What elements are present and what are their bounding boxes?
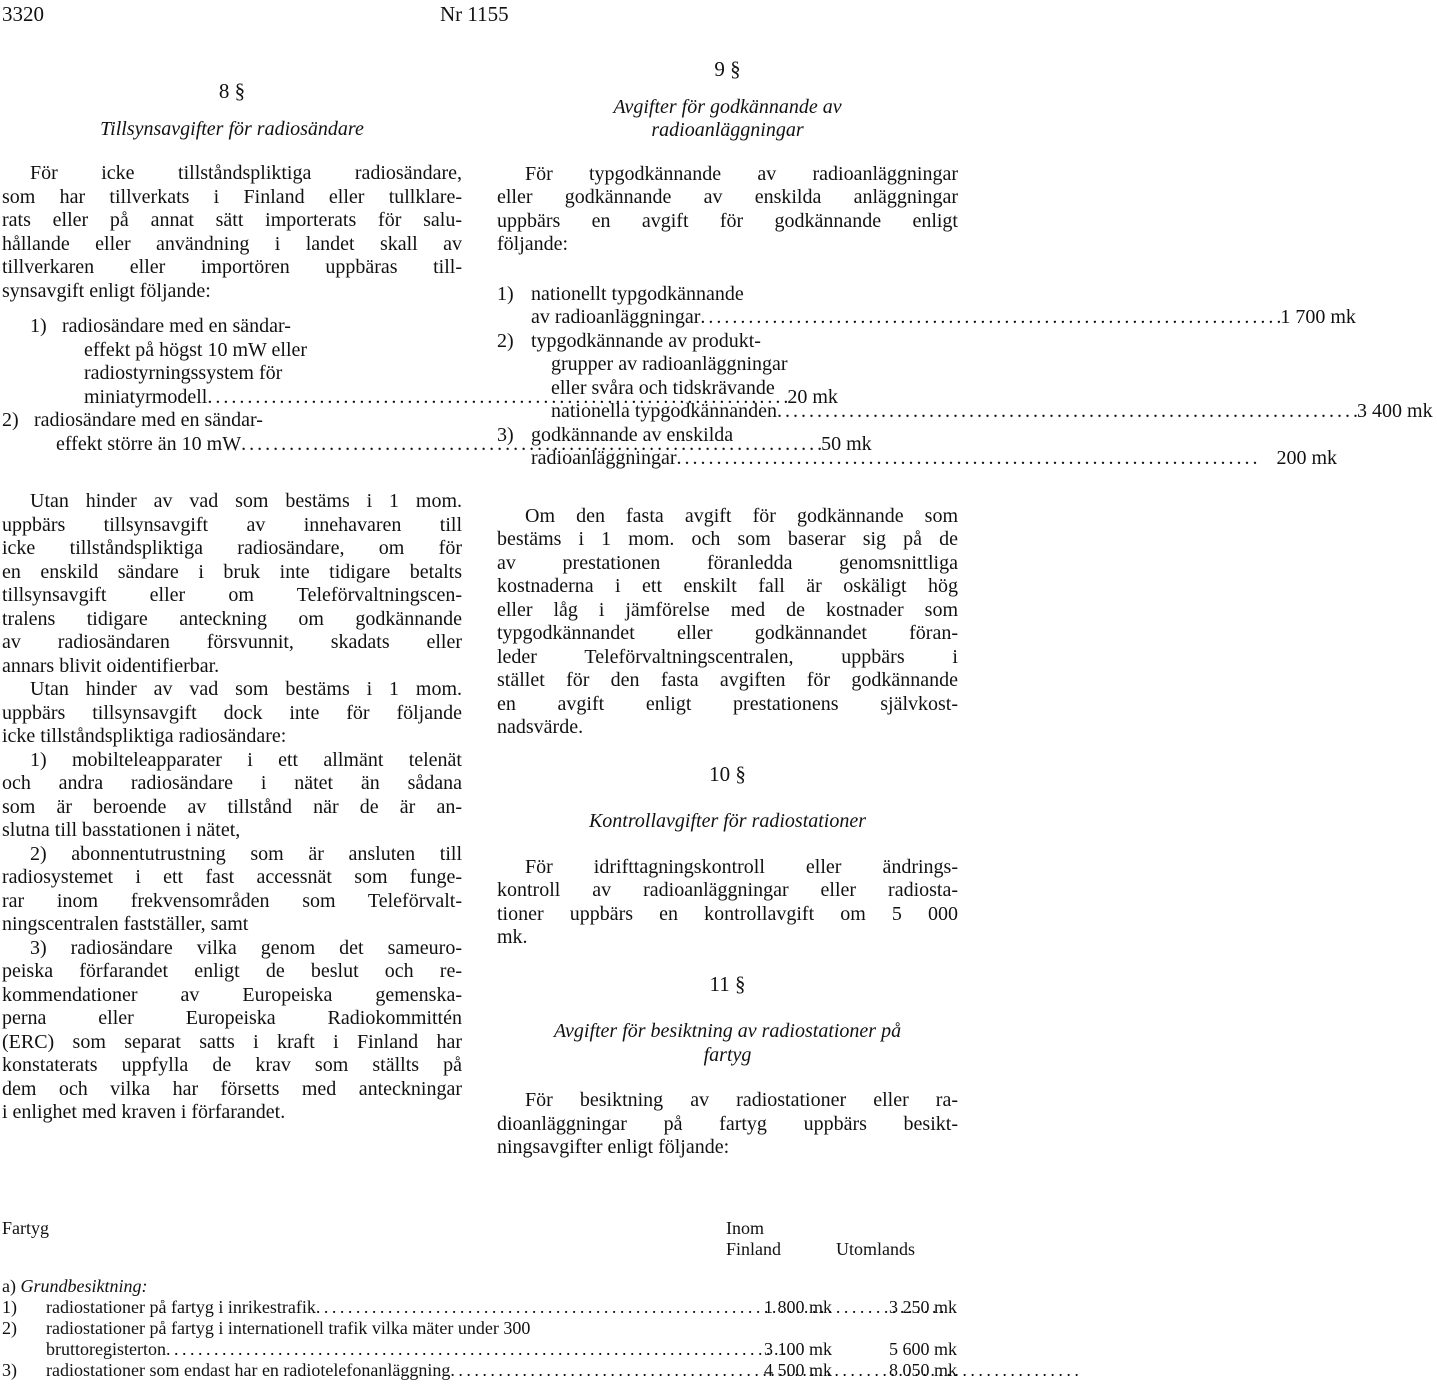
fee-amount: 200 mk <box>1276 447 1338 469</box>
fee-item-label: effekt större än 10 mW <box>56 432 242 455</box>
fee-item-number: 1) <box>497 282 514 305</box>
text-line: av radiosändaren försvunnit, skadats eller <box>2 631 462 653</box>
leader-dots <box>677 447 1257 471</box>
row-number: 2) <box>2 1318 17 1338</box>
title-line: Avgifter för godkännande av <box>613 95 842 118</box>
table-row-continued <box>2 1339 957 1360</box>
text-line: konstaterats uppfylla de krav som ställts på <box>2 1054 462 1076</box>
column-header-inom-finland <box>726 1218 836 1260</box>
fee-amount: 50 mk <box>821 432 872 455</box>
page-number: 3320 <box>2 2 44 26</box>
text-line: icke tillståndspliktiga radiosändare, om för <box>2 537 462 559</box>
text-line: uppbärs en avgift för godkännande enligt <box>497 209 958 232</box>
header-line: Finland <box>726 1239 782 1259</box>
title-line: fartyg <box>703 1043 752 1066</box>
fee-item-label: av radioanläggningar <box>531 306 701 328</box>
text-line: godkännande av enskilda <box>531 423 734 446</box>
section-11-title <box>497 1020 958 1067</box>
text-line: stället för den fasta avgiften för godkännande <box>497 669 958 691</box>
text-line: tillverkaren eller importören uppbäras till- <box>2 256 462 278</box>
text-line: kommendationer av Europeiska gemenska- <box>2 983 462 1006</box>
text-line: radiosystemet i ett fast accessnät som funge- <box>2 866 462 888</box>
column-header-utomlands: Utomlands <box>836 1239 915 1259</box>
section-8-intro <box>2 162 462 303</box>
text-line: nadsvärde. <box>497 716 584 738</box>
text-line: (ERC) som separat satts i kraft i Finland har <box>2 1030 462 1053</box>
section-9-intro <box>497 163 958 257</box>
text-line: För idrifttagningskontroll eller ändrings- <box>525 855 958 878</box>
fee-item-number: 3) <box>497 423 514 446</box>
title-line: radioanläggningar <box>651 119 804 141</box>
section-11-number: 11 § <box>709 971 746 996</box>
paragraph-2 <box>2 678 462 749</box>
text-line: av prestationen föranledda genomsnittliga <box>497 551 958 574</box>
text-line: typgodkännandet eller godkännandet föran- <box>497 622 958 644</box>
fee-utomlands: 3 250 mk <box>888 1297 957 1317</box>
text-line: uppbärs tillsynsavgift av innehavaren till <box>2 513 462 536</box>
text-line: tioner uppbärs en kontrollavgift om 5 000 <box>497 902 958 925</box>
text-line: 3) radiosändare vilka genom det sameuro- <box>30 936 462 959</box>
text-line: peiska förfarandet enligt de beslut och re- <box>2 960 462 982</box>
fee-item-label: miniatyrmodell <box>84 385 208 408</box>
text-line: som är beroende av tillstånd när de är an- <box>2 795 462 818</box>
section-9-paragraph <box>497 505 958 740</box>
exemption-3 <box>2 937 462 1125</box>
section-label: a) <box>2 1276 16 1296</box>
text-line: och andra radiosändare i nätet än sådana <box>2 772 462 794</box>
section-10-title: Kontrollavgifter för radiostationer <box>588 810 867 832</box>
text-line: kostnaderna i ett enskilt fall är oskäligt hög <box>497 575 958 597</box>
fee-item-number: 1) <box>30 315 47 337</box>
table-section-heading <box>2 1276 957 1297</box>
text-line: slutna till basstationen i nätet, <box>2 819 241 841</box>
section-9-title <box>497 96 958 143</box>
text-line: perna eller Europeiska Radiokommittén <box>2 1007 462 1029</box>
exemption-1 <box>2 749 462 843</box>
text-line: kontroll av radioanläggningar eller radiosta- <box>497 879 958 901</box>
inspection-fee-table <box>2 1218 957 1381</box>
text-line: rats eller på annat sätt importerats för salu- <box>2 209 462 231</box>
section-10-number: 10 § <box>709 761 746 786</box>
fee-utomlands: 5 600 mk <box>888 1339 957 1359</box>
column-header-fartyg: Fartyg <box>2 1218 49 1238</box>
text-line: rar inom frekvensområden som Teleförvalt- <box>2 889 462 912</box>
row-number: 3) <box>2 1360 17 1380</box>
fee-inom-finland: 1 800 mk <box>763 1297 832 1317</box>
text-line: mk. <box>497 926 528 948</box>
text-line: bestäms i 1 mom. och som baserar sig på de <box>497 528 958 550</box>
text-line: eller låg i jämförelse med de kostnader som <box>497 598 958 621</box>
text-line: en enskild sändare i bruk inte tidigare betalts <box>2 560 462 583</box>
row-description: radiostationer som endast har en radiotelefonanläggning <box>46 1360 451 1380</box>
text-line: ningsavgifter enligt följande: <box>497 1136 730 1158</box>
text-line: radiostyrningssystem för <box>84 362 283 384</box>
fee-item-number: 2) <box>2 409 19 431</box>
section-title: Grundbesiktning: <box>20 1276 148 1296</box>
fee-item-number: 2) <box>497 329 514 352</box>
text-line: radiosändare med en sändar- <box>62 315 291 337</box>
section-10-text <box>497 856 958 950</box>
fee-amount: 1 700 mk <box>1280 306 1356 328</box>
fee-item-2 <box>497 329 1433 424</box>
leader-dots <box>777 400 1357 424</box>
fee-utomlands: 8 050 mk <box>888 1360 957 1380</box>
fee-inom-finland: 3 100 mk <box>763 1339 832 1359</box>
title-line: Avgifter för besiktning av radiostationer på <box>553 1020 902 1042</box>
fee-item-label: radioanläggningar <box>531 447 677 469</box>
text-line: För icke tillståndspliktiga radiosändare, <box>30 162 462 184</box>
fee-inom-finland: 4 500 mk <box>763 1360 832 1380</box>
header-line: Inom <box>726 1218 764 1238</box>
text-line: en avgift enligt prestationens självkost- <box>497 692 958 715</box>
row-description: radiostationer på fartyg i inrikestrafik <box>46 1297 316 1317</box>
text-line: För besiktning av radiostationer eller ra- <box>525 1089 958 1111</box>
text-line: i enlighet med kraven i förfarandet. <box>2 1101 286 1123</box>
text-line: dem och vilka har försetts med anteckningar <box>2 1077 462 1100</box>
issue-number: Nr 1155 <box>440 2 509 26</box>
text-line: effekt på högst 10 mW eller <box>84 338 308 361</box>
text-line: eller svåra och tidskrävande <box>551 376 775 399</box>
text-line: följande: <box>497 233 569 255</box>
right-column <box>497 57 1433 1160</box>
text-line: Om den fasta avgift för godkännande som <box>525 504 958 527</box>
table-row <box>2 1318 957 1339</box>
row-description-continued: bruttoregisterton <box>46 1339 166 1359</box>
text-line: leder Teleförvaltningscentralen, uppbärs i <box>497 645 958 668</box>
text-line: 1) mobilteleapparater i ett allmänt telenät <box>30 748 462 771</box>
text-line: ningscentralen fastställer, samt <box>2 913 249 935</box>
fee-item-label: nationella typgodkännanden <box>551 400 778 422</box>
text-line: tralens tidigare anteckning om godkännande <box>2 607 462 630</box>
text-line: 2) abonnentutrustning som är ansluten till <box>30 842 462 865</box>
row-description: radiostationer på fartyg i internationell trafik vilka mäter under 300 <box>46 1318 531 1338</box>
table-row <box>2 1297 957 1318</box>
section-11-text <box>497 1089 958 1160</box>
fee-item-1 <box>497 282 1356 330</box>
text-line: Utan hinder av vad som bestäms i 1 mom. <box>30 490 462 512</box>
leader-dots <box>700 306 1280 330</box>
section-9-number: 9 § <box>714 57 741 81</box>
text-line: dioanläggningar på fartyg uppbärs besikt- <box>497 1112 958 1135</box>
text-line: hållande eller användning i landet skall av <box>2 232 462 255</box>
text-line: tillsynsavgift eller om Teleförvaltningscen- <box>2 584 462 606</box>
fee-item-3 <box>497 423 1338 471</box>
text-line: uppbärs tillsynsavgift dock inte för följande <box>2 701 462 724</box>
section-8-number: 8 § <box>218 79 246 103</box>
text-line: radiosändare med en sändar- <box>34 409 263 431</box>
row-number: 1) <box>2 1297 17 1317</box>
text-line: Utan hinder av vad som bestäms i 1 mom. <box>30 678 462 700</box>
text-line: icke tillståndspliktiga radiosändare: <box>2 725 287 747</box>
section-8-title: Tillsynsavgifter för radiosändare <box>100 117 364 140</box>
text-line: grupper av radioanläggningar <box>551 353 788 375</box>
text-line: synsavgift enligt följande: <box>2 279 211 302</box>
exemption-2 <box>2 843 462 937</box>
fee-amount: 20 mk <box>787 385 838 408</box>
fee-amount: 3 400 mk <box>1357 400 1433 422</box>
text-line: typgodkännande av produkt- <box>531 329 761 352</box>
text-line: som har tillverkats i Finland eller tullklare- <box>2 185 462 208</box>
text-line: nationellt typgodkännande <box>531 282 744 305</box>
table-header <box>2 1218 957 1260</box>
text-line: För typgodkännande av radioanläggningar <box>525 162 958 185</box>
text-line: eller godkännande av enskilda anläggningar <box>497 186 958 208</box>
table-row <box>2 1360 957 1381</box>
paragraph-1 <box>2 490 462 678</box>
text-line: annars blivit oidentifierbar. <box>2 654 220 677</box>
